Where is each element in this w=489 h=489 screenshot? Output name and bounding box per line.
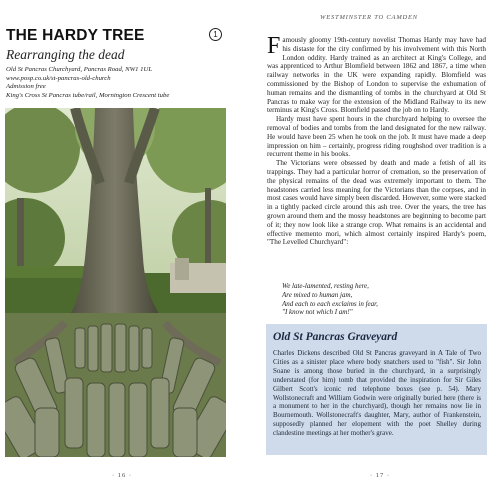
info-admission: Admission free (6, 83, 46, 91)
paragraph-3: The Victorians were obsessed by death and made a fetish of all its trappings. They had a particular horror of cremation, so the preservation of the physical remains of the dead was extremely important to them. The headstones carried less meaning for the Victorians than the corpses, and in most cases would have simply been discarded. However, some were stacked in a tightly packed circle around this ash tree. Over the years, the tree has grown around them and the mossy headstones are beginning to become part of it; they now look like a strange crop. What remains is an accidental and effective memento mori, which almost certainly inspired Hardy's poem, "The Levelled Churchyard": (267, 159, 486, 247)
poem-line: "I know not which I am!" (282, 308, 353, 317)
entry-number-badge: 1 (209, 28, 222, 41)
page-subtitle: Rearranging the dead (6, 47, 125, 62)
page-number-right: · 17 · (370, 472, 391, 479)
article-body (267, 33, 486, 247)
info-transport: King's Cross St Pancras tube/rail, Mornington Crescent tube (6, 91, 170, 99)
poem-excerpt (282, 282, 482, 317)
paragraph-2: Hardy must have spent hours in the churchyard helping to oversee the removal of bodies and tombs from the land designated for the new railway. He would have been 25 when he took on the job. It must have made a deep impression on him – certainly, progress riding roughshod over tradition is a recurrent theme in his books. (267, 115, 486, 159)
poem-line: We late-lamented, resting here, (282, 282, 369, 290)
visitor-info (6, 66, 238, 100)
page-title: THE HARDY TREE (6, 27, 145, 44)
poem-line: Are mixed to human jam, (282, 290, 353, 299)
poem-line: And each to each exclaims in fear, (282, 299, 378, 308)
sidebar-box (266, 324, 487, 455)
paragraph-1: Famously gloomy 19th-century novelist Thomas Hardy may have had his distaste for the city confirmed by his involvement with this North London oddity. Hardy trained as an architect at King's College, and was apprenticed to Arthur Blomfield between 1862 and 1867, a time when railway networks in the UK were expanding rapidly. Blomfield was commissioned by the Bishop of London to supervise the exhumation of human remains and the dismantling of tombs in the churchyard at Old St Pancras to make way for the extension of the Midland Railway to its new terminus at King's Cross. Blomfield passed the job on to Hardy. (267, 33, 486, 115)
running-head: WESTMINSTER TO CAMDEN (320, 14, 418, 21)
drop-cap: F (267, 33, 281, 59)
hardy-tree-photo (5, 108, 226, 457)
page-number-left: · 16 · (112, 472, 133, 479)
sidebar-box-title: Old St Pancras Graveyard (273, 331, 398, 343)
sidebar-box-text: Charles Dickens described Old St Pancras graveyard in A Tale of Two Cities as a sinister place where body snatchers used to "fish". Sir John Soane is among those buried in the churchyard, in a surprisingly understated (for him) tomb that provided the inspiration for Sir Giles Gilbert Scott's iconic red telephone boxes (see p. 54). Mary Wollstonecraft and William Godwin were originally buried here (there is a monument to her in the churchyard), though her remains now lie in Bournemouth. Wollstonecraft's daughter, Mary, author of Frankenstein, supposedly planned her elopement with the poet Shelley during clandestine meetings at her mother's grave. (273, 349, 481, 438)
info-address: Old St Pancras Churchyard, Pancras Road, NW1 1UL (6, 66, 153, 73)
info-website: www.posp.co.uk/st-pancras-old-church (6, 74, 111, 82)
